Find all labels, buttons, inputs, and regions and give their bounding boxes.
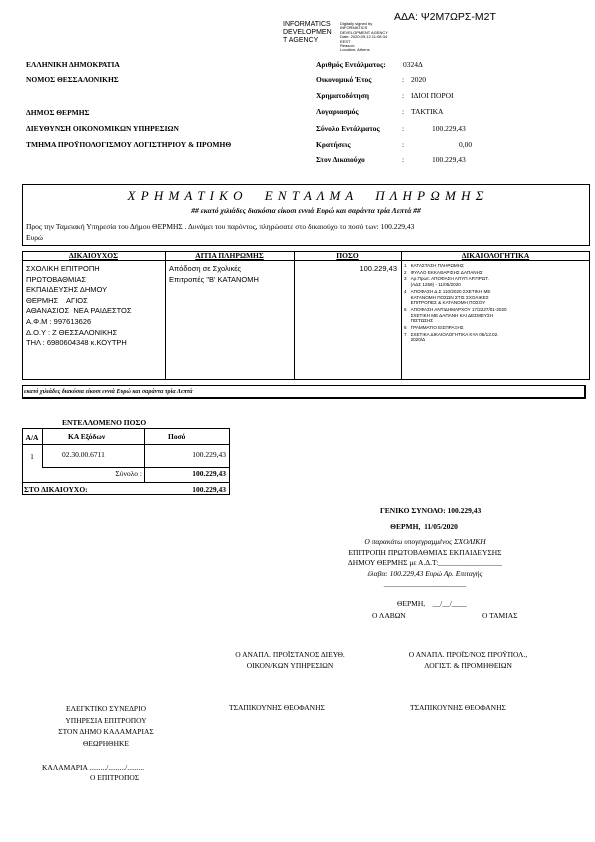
signature-line: Location: Athens — [340, 47, 370, 53]
table-header-divider — [22, 260, 590, 261]
audit-line: ΘΕΩΡΗΘΗΚΕ — [83, 738, 129, 748]
info-sep: : — [402, 107, 405, 116]
total-value: 100.229,43 — [192, 469, 226, 478]
info-value: ΤΑΚΤΙΚΑ — [411, 107, 444, 116]
beneficiary-cell — [26, 264, 132, 349]
documents-cell — [404, 263, 588, 344]
document-item — [404, 332, 509, 343]
beneficiary-line: ΑΘΑΝΑΣΙΟΣ ΝΕΑ ΡΑΙΔΕΣΤΟΣ — [26, 306, 132, 316]
beneficiary-line: ΘΕΡΜΗΣ ΑΓΙΟΣ — [26, 295, 88, 305]
amount-cell: 100.229,43 — [359, 264, 397, 273]
signature-line: Reason: — [340, 43, 355, 49]
agency-logo-text — [283, 21, 332, 45]
receipt-line: ΔΗΜΟΥ ΘΕΡΜΗΣ με Α.Δ.Τ:_________________ — [347, 558, 503, 567]
document-text: ΑΠΟΦΑΣΗ Δ.Σ 110/2020 ΣΧΕΤΙΚΗ ΜΕ ΚΑΤΑΝΟΜΗ ΠΟΣΩΝ ΣΤΙΣ ΣΧΟΛΙΚΕΣ ΕΠΙΤΡΟΠΕΣ & ΚΑΤΑΝΟΜΗ ΠΟΣΟΥ — [410, 288, 491, 306]
row-ka: 02.30.00.6711 — [62, 450, 105, 459]
receipt-underline: ______________________ — [383, 579, 467, 588]
reason-line: Απόδοση σε Σχολικές — [169, 264, 242, 273]
info-value: 0,00 — [459, 140, 473, 149]
info-value: 2020 — [411, 75, 426, 84]
info-value: 100.229,43 — [432, 155, 466, 164]
info-value: ΙΔΙΟΙ ΠΟΡΟΙ — [411, 91, 454, 100]
header-republic: ΕΛΛΗΝΙΚΗ ΔΗΜΟΚΡΑΤΙΑ — [26, 60, 120, 69]
col-header-reason: ΑΙΤΙΑ ΠΛΗΡΩΜΗΣ — [195, 251, 264, 260]
document-item — [404, 276, 499, 287]
signature-line: DEVELOPMENT AGENCY — [340, 29, 388, 35]
info-sep: : — [402, 140, 405, 149]
beneficiary-line: ΠΡΩΤΟΒΑΘΜΙΑΣ — [26, 274, 86, 284]
receiver-label: Ο ΛΑΒΩΝ — [372, 611, 406, 620]
info-sep: : — [402, 91, 405, 100]
document-item — [404, 325, 588, 331]
receipt-date-blank: ΘΕΡΜΗ, __/__/____ — [397, 599, 467, 608]
header-directorate: ΔΙΕΥΘΥΝΣΗ ΟΙΚΟΝΟΜΙΚΩΝ ΥΠΗΡΕΣΙΩΝ — [26, 124, 179, 133]
beneficiary-line: ΣΧΟΛΙΚΗ ΕΠΙΤΡΟΠΗ — [26, 264, 100, 273]
col-header-amount: ΠΟΣΟ — [336, 251, 359, 260]
row-aa: 1 — [30, 452, 34, 461]
audit-line: ΕΛΕΓΚΤΙΚΟ ΣΥΝΕΔΡΙΟ — [66, 704, 146, 713]
col-poso-header: Ποσό — [168, 432, 186, 441]
info-sep: : — [402, 155, 405, 164]
signature-line: Digitally signed by — [340, 21, 373, 26]
document-item — [404, 289, 509, 306]
document-text: ΦΥΛΛΟ ΕΚΚΑΘΑΡΙΣΗΣ ΔΑΠΑΝΗΣ — [410, 269, 483, 275]
grand-total: ΓΕΝΙΚΟ ΣΥΝΟΛΟ: 100.229,43 — [380, 506, 482, 515]
document-number: 6 — [404, 325, 407, 331]
ordered-row-divider — [42, 467, 230, 468]
info-label: Σύνολο Εντάλματος — [316, 124, 380, 133]
document-number: 2 — [404, 269, 407, 275]
beneficiary-value: 100.229,43 — [192, 485, 226, 494]
signature-line: INFORMATICS — [340, 25, 368, 31]
beneficiary-line: ΤΗΛ : 6980604348 κ.ΚΟΥΤΡΗ — [26, 338, 127, 348]
info-label: Αριθμός Εντάλματος: — [316, 60, 386, 69]
director-line: ΛΟΓΙΣΤ. & ΠΡΟΜΗΘΕΙΩΝ — [424, 661, 512, 670]
col-aa-header: Α/Α — [25, 433, 39, 442]
info-sep: : — [402, 75, 405, 84]
digital-signature-stamp — [340, 22, 388, 53]
director-budget — [388, 649, 548, 671]
ada-number: ΑΔΑ: Ψ2Μ7ΩΡΣ-Μ2Τ — [394, 11, 496, 23]
ordered-col-divider — [42, 428, 43, 467]
place-date: ΘΕΡΜΗ, 11/05/2020 — [390, 522, 458, 531]
director-line: Ο ΑΝΑΠΛ. ΠΡΟΪΣ/ΝΟΣ ΠΡΟΫΠΟΛ., — [408, 650, 528, 659]
table-column-divider — [401, 251, 402, 380]
info-label: Στον Δικαιούχο — [316, 155, 365, 164]
logo-line: DEVELOPMEN — [283, 29, 332, 36]
document-text: ΣΧΕΤΙΚΑ ΔΙΚΑΙΟΛΟΓΗΤΙΚΑ ΚΥΑ 05/13.02. 2020/Δ — [410, 331, 499, 343]
header-prefecture: ΝΟΜΟΣ ΘΕΣΣΑΛΟΝΙΚΗΣ — [26, 75, 119, 84]
col-ka-header: ΚΑ Εξόδων — [68, 432, 106, 441]
payment-order-title: Χ Ρ Η Μ Α Τ Ι Κ Ο Ε Ν Τ Α Λ Μ Α Π Λ Η Ρ Ω Μ Η Σ — [127, 188, 485, 203]
total-label: Σύνολο : — [115, 469, 142, 478]
receipt-statement — [325, 537, 525, 590]
audit-line: ΥΠΗΡΕΣΙΑ ΕΠΙΤΡΟΠΟΥ — [65, 715, 147, 725]
director-finance — [215, 649, 365, 671]
signature-line: Date: 2020.05.12 11:08:34 — [340, 34, 388, 40]
beneficiary-line: Δ.Ο.Υ : Ζ ΘΕΣΣΑΛΟΝΙΚΗΣ — [26, 327, 118, 337]
instruction-text-end: Ευρώ — [26, 233, 43, 242]
document-text: ΓΡΑΜΜΑΤΙΟ ΕΙΣΠΡΑΞΗΣ — [410, 325, 464, 331]
row-poso: 100.229,43 — [192, 450, 226, 459]
header-department: ΤΜΗΜΑ ΠΡΟΫΠΟΛΟΓΙΣΜΟΥ ΛΟΓΙΣΤΗΡΙΟΥ & ΠΡΟΜΗΘ — [26, 140, 232, 149]
document-number: 3 — [404, 276, 407, 282]
instruction-text: Προς την Ταμειακή Υπηρεσία του Δήμου ΘΕΡΜΗΣ . Δυνάμει του παρόντος, πληρώσατε στο δικαιούχο το ποσό των: 100.229,43 — [26, 222, 415, 231]
amount-words-line: εκατό χιλιάδες διακόσια είκοσι εννιά Ευρώ και σαράντα τρία Λεπτά — [24, 389, 193, 395]
receipt-line: ΕΠΙΤΡΟΠΗ ΠΡΩΤΟΒΑΘΜΙΑΣ ΕΚΠΑΙΔΕΥΣΗΣ — [348, 547, 502, 557]
col-header-beneficiary: ΔΙΚΑΙΟΥΧΟΣ — [69, 251, 118, 260]
director-line: Ο ΑΝΑΠΛ. ΠΡΟΪΣΤΑΝΟΣ ΔΙΕΥΘ. — [235, 650, 345, 659]
document-item — [404, 307, 509, 324]
receipt-line: έλαβα: 100.229,43 Ευρώ Αρ. Επιταγής — [367, 568, 483, 578]
audit-block — [36, 703, 176, 749]
table-column-divider — [165, 251, 166, 380]
reason-cell — [169, 264, 259, 285]
logo-line: INFORMATICS — [283, 21, 331, 28]
info-label: Οικονομικό Έτος — [316, 75, 372, 84]
info-value: 0324Δ — [403, 60, 423, 69]
signer-1: ΤΣΑΠΙΚΟΥΝΗΣ ΘΕΟΦΑΝΗΣ — [229, 703, 325, 712]
amount-in-words: ## εκατό χιλιάδες διακόσια είκοσι εννιά Ευρώ και σαράντα τρία Λεπτά ## — [191, 206, 421, 215]
document-number: 4 — [404, 288, 407, 294]
cashier-label: Ο ΤΑΜΙΑΣ — [482, 611, 518, 620]
document-item — [404, 263, 588, 269]
document-text: ΑΠΟΦΑΣΗ ΑΝΤΙΔΗΜΑΡΧΟΥ 17/2227/01-2020 ΣΧΕΤΙΚΗ ΜΕ ΔΑΠΑΝΗ ΚΑΙ ΔΕΣΜΕΥΣΗ ΠΙΣΤΩΣΗΣ — [410, 306, 507, 324]
commissioner-label: Ο ΕΠΙΤΡΟΠΟΣ — [90, 773, 140, 782]
header-municipality: ΔΗΜΟΣ ΘΕΡΜΗΣ — [26, 108, 90, 117]
beneficiary-line: Α.Φ.Μ : 997613626 — [26, 316, 92, 326]
receipt-line: Ο παρακάτω υπογεγραμμένος ΣΧΟΛΙΚΗ — [364, 537, 486, 546]
logo-line: T AGENCY — [283, 37, 319, 44]
document-item — [404, 270, 588, 276]
beneficiary-label: ΣΤΟ ΔΙΚΑΙΟΥΧΟ: — [24, 485, 88, 494]
director-line: ΟΙΚΟΝ/ΚΩΝ ΥΠΗΡΕΣΙΩΝ — [246, 661, 334, 670]
ordered-row-divider — [22, 482, 230, 483]
document-number: 1 — [404, 263, 407, 268]
reason-line: Επιτροπές "Β' ΚΑΤΑΝΟΜΗ — [169, 274, 259, 284]
ordered-row-divider — [22, 444, 230, 445]
info-label: Κρατήσεις — [316, 140, 351, 149]
audit-line: ΣΤΟΝ ΔΗΜΟ ΚΑΛΑΜΑΡΙΑΣ — [58, 727, 154, 736]
info-label: Χρηματοδότηση — [316, 91, 370, 100]
audit-date: ΚΑΛΑΜΑΡΙΑ ........./........./......... — [42, 763, 145, 772]
signature-line: EEST — [340, 38, 351, 44]
info-label: Λογαριασμός — [316, 107, 359, 116]
document-text: Αρ.Πρωτ. ΑΠΟΦΑΣΗ ΑΠΥΠ ΑΡ.ΠΡΩΤ. (ΑΔΣ 1259) - 11/05/2020 — [410, 276, 489, 288]
document-number: 7 — [404, 331, 407, 337]
beneficiary-line: ΕΚΠΑΙΔΕΥΣΗΣ ΔΗΜΟΥ — [26, 285, 108, 295]
signer-2: ΤΣΑΠΙΚΟΥΝΗΣ ΘΕΟΦΑΝΗΣ — [410, 703, 506, 712]
ordered-amount-title: ΕΝΤΕΛΛΟΜΕΝΟ ΠΟΣΟ — [62, 418, 147, 427]
info-sep: : — [402, 124, 405, 133]
info-value: 100.229,43 — [432, 124, 466, 133]
document-number: 5 — [404, 306, 407, 312]
document-text: ΚΑΤΑΣΤΑΣΗ ΠΛΗΡΩΜΗΣ — [410, 263, 464, 268]
col-header-documents: ΔΙΚΑΙΟΛΟΓΗΤΙΚΑ — [461, 251, 530, 260]
